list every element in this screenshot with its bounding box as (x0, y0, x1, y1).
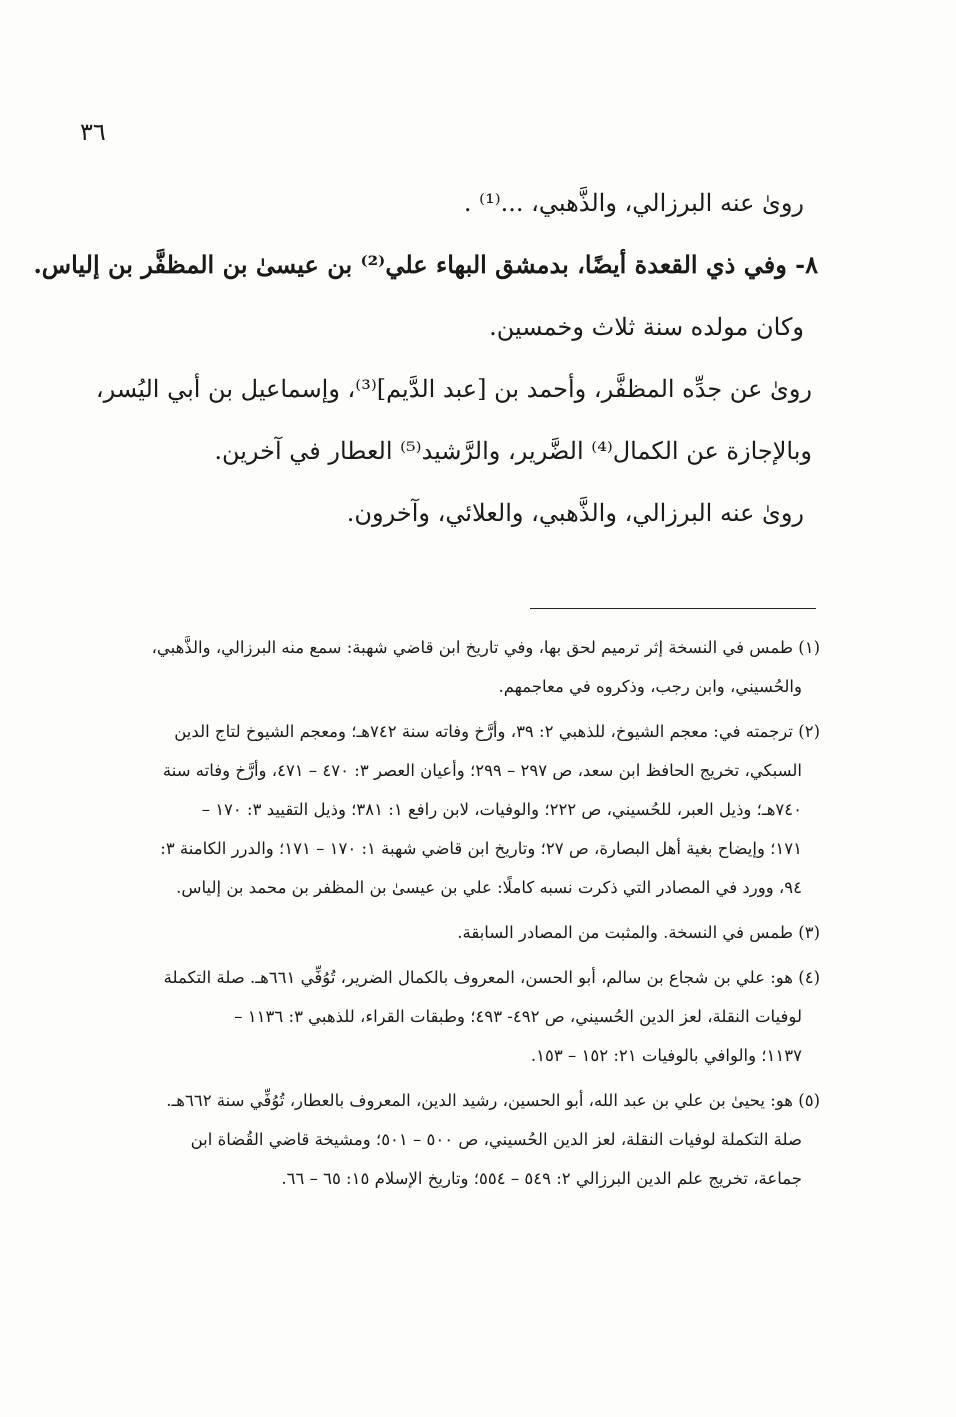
main-text (33, 172, 818, 544)
footnote-line: السبكي، تخريج الحافظ ابن سعد، ص ٢٩٧ – ٢٩٩؛ وأعيان العصر ٣: ٤٧٠ – ٤٧١، وأرَّخ وفاته سنة (162, 761, 802, 780)
footnote-line: (٥) هو: يحيىٰ بن علي بن عبد الله، أبو الحسين، رشيد الدين، المعروف بالعطار، تُوُفِّي سنة ٦٦٢هـ. (166, 1091, 820, 1110)
main-line-4: روىٰ عن جدِّه المظفَّر، وأحمد بن [عبد الدَّيم]⁽³⁾، وإسماعيل بن أبي اليُسر، (95, 375, 812, 403)
footnote-line: صلة التكملة لوفيات النقلة، لعز الدين الحُسيني، ص ٥٠٠ – ٥٠١؛ ومشيخة قاضي القُضاة ابن (190, 1130, 802, 1149)
footnote-line: ١١٣٧؛ والوافي بالوفيات ٢١: ١٥٢ – ١٥٣. (530, 1046, 802, 1065)
footnote-line: جماعة، تخريج علم الدين البرزالي ٢: ٥٤٩ – ٥٥٤؛ وتاريخ الإسلام ١٥: ٦٥ – ٦٦. (281, 1169, 802, 1188)
footnote-divider (530, 608, 816, 609)
footnote-2 (100, 712, 820, 907)
main-line-1: روىٰ عنه البرزالي، والذَّهبي، ...⁽¹⁾ . (463, 189, 804, 217)
footnote-line: ١٧١؛ وإيضاح بغية أهل البصارة، ص ٢٧؛ وتاريخ ابن قاضي شهبة ١: ١٧٠ – ١٧١؛ والدرر الكامنة ٣: (160, 839, 802, 858)
page-number: ٣٦ (80, 118, 106, 146)
footnote-3 (100, 913, 820, 952)
footnote-line: (٤) هو: علي بن شجاع بن سالم، أبو الحسن، المعروف بالكمال الضرير، تُوُفِّي ٦٦١هـ. صلة التكملة (163, 968, 820, 987)
footnote-5 (100, 1081, 820, 1198)
entry-heading-8: ٨- وفي ذي القعدة أيضًا، بدمشق البهاء علي⁽²⁾ بن عيسىٰ بن المظفَّر بن إلياس. (33, 250, 818, 279)
footnote-line: (٢) ترجمته في: معجم الشيوخ، للذهبي ٢: ٣٩، وأرَّخ وفاته سنة ٧٤٢هـ؛ ومعجم الشيوخ لتاج الدين (174, 722, 820, 741)
footnote-line: ٩٤، وورد في المصادر التي ذكرت نسبه كاملًا: علي بن عيسىٰ بن المظفر بن محمد بن إلياس. (176, 878, 802, 897)
footnote-line: (٣) طمس في النسخة. والمثبت من المصادر السابقة. (457, 923, 820, 942)
footnote-line: (١) طمس في النسخة إثر ترميم لحق بها، وفي تاريخ ابن قاضي شهبة: سمع منه البرزالي، والذَّهبي، (151, 638, 820, 657)
footnote-line: ٧٤٠هـ؛ وذيل العبر، للحُسيني، ص ٢٢٢؛ والوفيات، لابن رافع ١: ٣٨١؛ وذيل التقييد ٣: ١٧٠ – (201, 800, 802, 819)
footnote-4 (100, 958, 820, 1075)
main-line-3: وكان مولده سنة ثلاث وخمسين. (489, 313, 804, 341)
main-line-5: وبالإجازة عن الكمال⁽⁴⁾ الضَّرير، والرَّشيد⁽⁵⁾ العطار في آخرين. (214, 437, 812, 465)
footnote-1 (100, 628, 820, 706)
footnote-line: لوفيات النقلة، لعز الدين الحُسيني، ص ٤٩٢- ٤٩٣؛ وطبقات القراء، للذهبي ٣: ١١٣٦ – (234, 1007, 802, 1026)
footnotes (100, 628, 820, 1204)
footnote-line: والحُسيني، وابن رجب، وذكروه في معاجمهم. (498, 677, 802, 696)
main-line-6: روىٰ عنه البرزالي، والذَّهبي، والعلائي، وآخرون. (346, 499, 804, 527)
